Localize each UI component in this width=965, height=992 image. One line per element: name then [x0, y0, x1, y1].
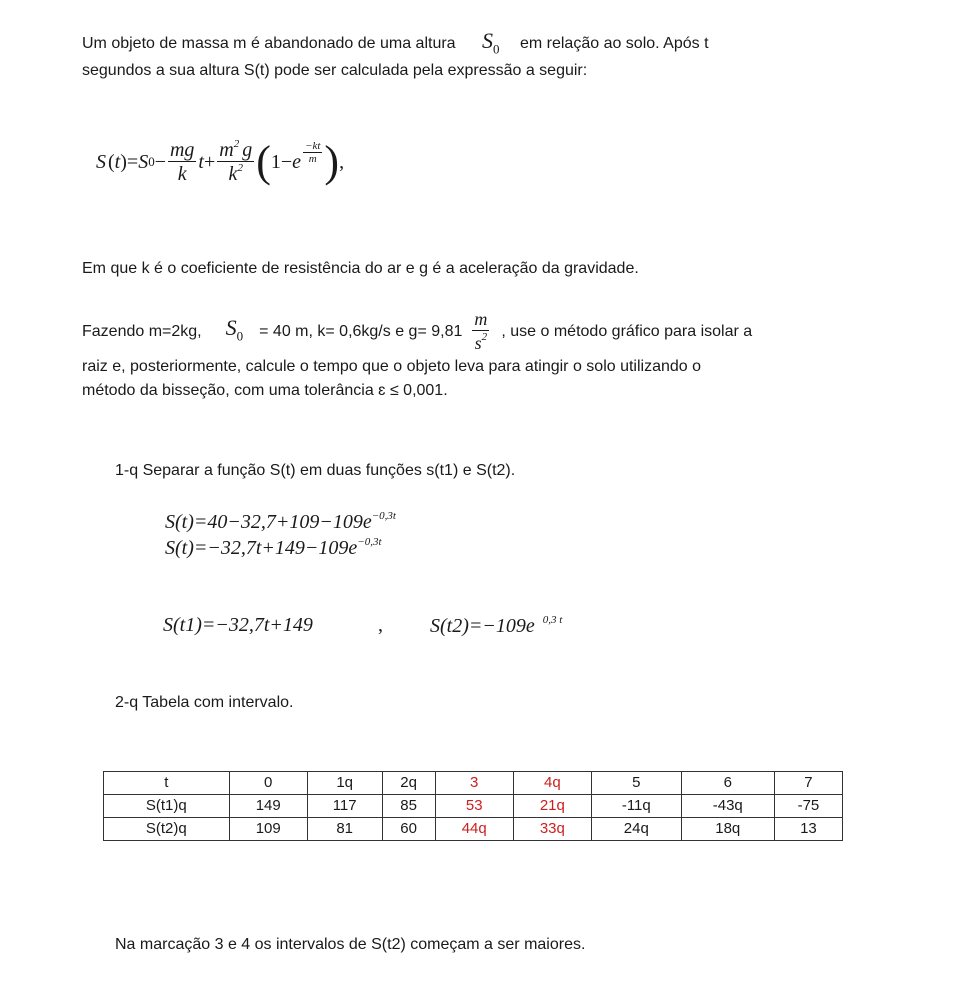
- equation-2: [165, 536, 382, 560]
- conclusion: Na marcação 3 e 4 os intervalos de S(t2) começam a ser maiores.: [115, 936, 586, 953]
- params-b: = 40 m, k= 0,6kg/s e g= 9,81: [259, 323, 463, 341]
- equation-4: [430, 614, 562, 638]
- table-cell: 6: [681, 772, 774, 795]
- unit-den-s2: $s^2$: [474, 330, 488, 353]
- coef-explanation: Em que k é o coeficiente de resistência do ar e g é a aceleração da gravidade.: [82, 260, 639, 277]
- f-plus: +: [203, 150, 216, 173]
- table-cell: 81: [307, 818, 382, 841]
- table-cell: 3: [435, 772, 513, 795]
- f-eq-start: (t)=: [108, 150, 139, 173]
- table-cell: 2q: [382, 772, 435, 795]
- table-cell: 0: [229, 772, 307, 795]
- params-line: [82, 310, 752, 354]
- f-S0-sub: 0: [148, 154, 155, 169]
- s-letter: S: [482, 28, 494, 53]
- step1-title: 1-q Separar a função S(t) em duas funções s(t1) e S(t2).: [115, 462, 516, 479]
- table-row: [104, 795, 843, 818]
- table-cell: -75: [774, 795, 842, 818]
- table-cell: 21q: [513, 795, 591, 818]
- table-cell: 60: [382, 818, 435, 841]
- values-table: [103, 771, 843, 841]
- table-cell: 13: [774, 818, 842, 841]
- main-formula: [96, 138, 344, 186]
- intro-line-2: segundos a sua altura S(t) pode ser calculada pela expressão a seguir:: [82, 62, 588, 79]
- table-cell: 4q: [513, 772, 591, 795]
- table-cell: S(t1)q: [104, 795, 230, 818]
- big-paren-open: (: [256, 137, 271, 186]
- frac-den-k2: $k^2$: [228, 162, 243, 185]
- s-sub-zero: 0: [493, 41, 500, 57]
- fraction-m2g-k2: [217, 138, 254, 186]
- params-e: método da bisseção, com uma tolerância ɛ ≤ 0,001.: [82, 382, 448, 399]
- fraction-mg-k: [168, 139, 196, 186]
- table-cell: 44q: [435, 818, 513, 841]
- table-cell: t: [104, 772, 230, 795]
- table-cell: 53: [435, 795, 513, 818]
- table-cell: -43q: [681, 795, 774, 818]
- frac-den-k: k: [177, 162, 187, 185]
- params-d: raiz e, posteriormente, calcule o tempo que o objeto leva para atingir o solo utilizando o: [82, 358, 702, 375]
- params-c: , use o método gráfico para isolar a: [501, 323, 753, 341]
- table-cell: 18q: [681, 818, 774, 841]
- f-comma: ,: [339, 150, 345, 173]
- eq1-exponent: −0,3t: [371, 510, 396, 522]
- table-row: [104, 818, 843, 841]
- exp-num-kt: −kt: [305, 140, 321, 152]
- f-minus: −: [154, 150, 166, 173]
- equation-1: [165, 510, 396, 534]
- eq4-exponent: 0,3 t: [542, 614, 563, 626]
- table-cell: 33q: [513, 818, 591, 841]
- table-cell: 149: [229, 795, 307, 818]
- f-t: t: [198, 150, 204, 173]
- frac-num-m2g: $m^2$ g: [219, 138, 253, 161]
- table-cell: 117: [307, 795, 382, 818]
- table-cell: 109: [229, 818, 307, 841]
- s0-symbol: [482, 28, 500, 57]
- exp-den-m: m: [308, 153, 317, 166]
- unit-num-m: m: [474, 309, 488, 329]
- step2-title: 2-q Tabela com intervalo.: [115, 694, 294, 711]
- intro-text-a: Um objeto de massa m é abandonado de uma altura: [82, 35, 456, 52]
- eq2-body: S(t)=−32,7t+149−109e: [165, 537, 358, 559]
- equation-3: S(t1)=−32,7t+149: [163, 614, 313, 636]
- big-paren-close: ): [324, 137, 340, 186]
- table-cell: 24q: [591, 818, 681, 841]
- table-cell: -11q: [591, 795, 681, 818]
- unit-m-s2: [472, 310, 489, 354]
- table-cell: 1q: [307, 772, 382, 795]
- params-a: Fazendo m=2kg,: [82, 323, 202, 341]
- eq1-body: S(t)=40−32,7+109−109e: [165, 511, 372, 533]
- table-cell: 85: [382, 795, 435, 818]
- f-e: e: [292, 150, 302, 173]
- table-cell: 5: [591, 772, 681, 795]
- eq2-exponent: −0,3t: [357, 536, 382, 548]
- equation-comma: ,: [378, 614, 383, 636]
- f-one-minus: 1−: [270, 150, 293, 173]
- exp-fraction: [303, 140, 322, 166]
- eq4-body: S(t2)=−109e: [430, 615, 535, 637]
- table-cell: 7: [774, 772, 842, 795]
- intro-text-b: em relação ao solo. Após t: [519, 35, 709, 52]
- table-cell: S(t2)q: [104, 818, 230, 841]
- f-S0: S: [138, 150, 149, 173]
- table-header-row: [104, 772, 843, 795]
- f-S: S: [96, 150, 106, 173]
- frac-num-mg: mg: [169, 138, 195, 161]
- params-s0: $S_0$: [225, 315, 244, 344]
